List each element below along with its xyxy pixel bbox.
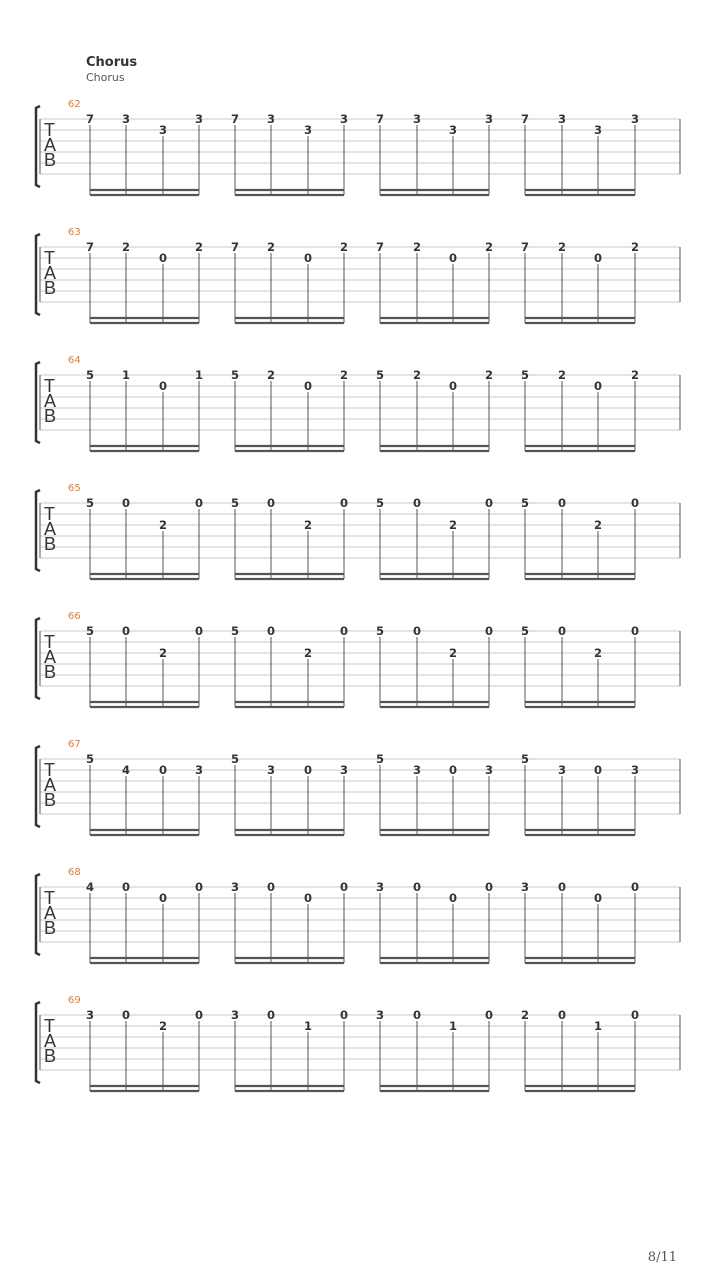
fret-number: 0 <box>412 880 422 894</box>
fret-number: 5 <box>230 496 240 510</box>
fret-number: 0 <box>412 1008 422 1022</box>
fret-number: 2 <box>121 240 131 254</box>
fret-number: 0 <box>158 891 168 905</box>
fret-number: 5 <box>520 752 530 766</box>
fret-number: 0 <box>266 496 276 510</box>
fret-number: 0 <box>266 1008 276 1022</box>
tab-letter: T <box>44 632 55 652</box>
fret-number: 3 <box>412 112 422 126</box>
fret-number: 0 <box>557 880 567 894</box>
fret-number: 2 <box>630 240 640 254</box>
tab-letter: A <box>44 519 57 539</box>
system-bracket <box>36 490 40 571</box>
fret-number: 5 <box>520 624 530 638</box>
fret-number: 3 <box>85 1008 95 1022</box>
fret-number: 7 <box>230 112 240 126</box>
fret-number: 0 <box>448 891 458 905</box>
fret-number: 0 <box>339 1008 349 1022</box>
tab-letter: B <box>44 278 57 298</box>
tab-letter: T <box>44 120 55 140</box>
tab-letter: A <box>44 903 57 923</box>
measure-number: 64 <box>68 355 81 366</box>
fret-number: 2 <box>412 240 422 254</box>
fret-number: 0 <box>484 496 494 510</box>
fret-number: 3 <box>266 112 276 126</box>
fret-number: 7 <box>520 240 530 254</box>
fret-number: 7 <box>230 240 240 254</box>
fret-number: 2 <box>448 646 458 660</box>
fret-number: 1 <box>121 368 131 382</box>
fret-number: 3 <box>375 1008 385 1022</box>
fret-number: 3 <box>448 123 458 137</box>
fret-number: 2 <box>593 646 603 660</box>
tab-letter: B <box>44 534 57 554</box>
fret-number: 0 <box>484 880 494 894</box>
tab-letter: T <box>44 248 55 268</box>
fret-number: 2 <box>484 368 494 382</box>
fret-number: 2 <box>266 240 276 254</box>
fret-number: 2 <box>412 368 422 382</box>
fret-number: 0 <box>448 763 458 777</box>
fret-number: 2 <box>158 646 168 660</box>
system-bracket <box>36 874 40 955</box>
fret-number: 0 <box>266 880 276 894</box>
fret-number: 3 <box>557 112 567 126</box>
fret-number: 0 <box>303 891 313 905</box>
system-bracket <box>36 234 40 315</box>
fret-number: 0 <box>303 379 313 393</box>
fret-number: 2 <box>557 368 567 382</box>
fret-number: 1 <box>593 1019 603 1033</box>
fret-number: 0 <box>557 496 567 510</box>
fret-number: 0 <box>194 496 204 510</box>
fret-number: 3 <box>230 880 240 894</box>
fret-number: 0 <box>339 624 349 638</box>
tab-letter: B <box>44 406 57 426</box>
tab-letter: B <box>44 150 57 170</box>
fret-number: 1 <box>194 368 204 382</box>
fret-number: 2 <box>557 240 567 254</box>
fret-number: 5 <box>375 752 385 766</box>
fret-number: 3 <box>339 763 349 777</box>
fret-number: 2 <box>339 240 349 254</box>
fret-number: 7 <box>85 240 95 254</box>
fret-number: 0 <box>593 379 603 393</box>
fret-number: 2 <box>593 518 603 532</box>
fret-number: 3 <box>194 112 204 126</box>
fret-number: 2 <box>339 368 349 382</box>
fret-number: 5 <box>375 368 385 382</box>
fret-number: 3 <box>593 123 603 137</box>
fret-number: 0 <box>158 379 168 393</box>
fret-number: 3 <box>412 763 422 777</box>
tab-letter: A <box>44 647 57 667</box>
fret-number: 0 <box>484 624 494 638</box>
fret-number: 0 <box>303 763 313 777</box>
fret-number: 0 <box>194 880 204 894</box>
measure-number: 69 <box>68 995 81 1006</box>
fret-number: 3 <box>230 1008 240 1022</box>
fret-number: 5 <box>520 368 530 382</box>
fret-number: 3 <box>484 763 494 777</box>
fret-number: 3 <box>484 112 494 126</box>
system-bracket <box>36 106 40 187</box>
tab-letter: A <box>44 391 57 411</box>
fret-number: 3 <box>303 123 313 137</box>
fret-number: 7 <box>85 112 95 126</box>
fret-number: 5 <box>375 496 385 510</box>
fret-number: 2 <box>158 1019 168 1033</box>
measure-number: 65 <box>68 483 81 494</box>
tab-letter: B <box>44 918 57 938</box>
tab-letter: A <box>44 263 57 283</box>
system-bracket <box>36 362 40 443</box>
fret-number: 4 <box>121 763 131 777</box>
fret-number: 7 <box>520 112 530 126</box>
fret-number: 0 <box>339 496 349 510</box>
fret-number: 7 <box>375 112 385 126</box>
tab-letter: A <box>44 775 57 795</box>
fret-number: 0 <box>121 880 131 894</box>
fret-number: 3 <box>266 763 276 777</box>
fret-number: 0 <box>630 624 640 638</box>
tab-letter: B <box>44 662 57 682</box>
system-bracket <box>36 746 40 827</box>
section-title: Chorus <box>86 55 138 70</box>
fret-number: 0 <box>121 496 131 510</box>
fret-number: 0 <box>557 624 567 638</box>
fret-number: 0 <box>121 1008 131 1022</box>
measure-number: 68 <box>68 867 81 878</box>
fret-number: 0 <box>412 496 422 510</box>
fret-number: 0 <box>194 1008 204 1022</box>
fret-number: 0 <box>630 496 640 510</box>
fret-number: 5 <box>85 496 95 510</box>
fret-number: 0 <box>593 251 603 265</box>
fret-number: 2 <box>158 518 168 532</box>
section-subtitle: Chorus <box>86 71 125 84</box>
fret-number: 0 <box>412 624 422 638</box>
fret-number: 5 <box>230 752 240 766</box>
fret-number: 0 <box>593 891 603 905</box>
fret-number: 3 <box>630 763 640 777</box>
fret-number: 2 <box>520 1008 530 1022</box>
tab-letter: B <box>44 1046 57 1066</box>
fret-number: 0 <box>158 251 168 265</box>
fret-number: 0 <box>630 1008 640 1022</box>
fret-number: 5 <box>85 752 95 766</box>
tab-letter: T <box>44 888 55 908</box>
fret-number: 1 <box>303 1019 313 1033</box>
fret-number: 3 <box>121 112 131 126</box>
fret-number: 0 <box>448 251 458 265</box>
fret-number: 2 <box>194 240 204 254</box>
fret-number: 2 <box>630 368 640 382</box>
tab-letter: B <box>44 790 57 810</box>
system-bracket <box>36 618 40 699</box>
fret-number: 0 <box>303 251 313 265</box>
fret-number: 5 <box>375 624 385 638</box>
tab-letter: T <box>44 760 55 780</box>
fret-number: 3 <box>194 763 204 777</box>
fret-number: 0 <box>194 624 204 638</box>
measure-number: 66 <box>68 611 81 622</box>
fret-number: 5 <box>85 368 95 382</box>
fret-number: 2 <box>303 646 313 660</box>
fret-number: 4 <box>85 880 95 894</box>
fret-number: 5 <box>520 496 530 510</box>
fret-number: 0 <box>448 379 458 393</box>
tab-letter: T <box>44 504 55 524</box>
fret-number: 7 <box>375 240 385 254</box>
fret-number: 3 <box>630 112 640 126</box>
fret-number: 5 <box>230 624 240 638</box>
fret-number: 5 <box>230 368 240 382</box>
fret-number: 3 <box>158 123 168 137</box>
fret-number: 3 <box>339 112 349 126</box>
measure-number: 67 <box>68 739 81 750</box>
measure-number: 63 <box>68 227 81 238</box>
fret-number: 5 <box>85 624 95 638</box>
fret-number: 3 <box>557 763 567 777</box>
fret-number: 3 <box>520 880 530 894</box>
fret-number: 0 <box>484 1008 494 1022</box>
measure-number: 62 <box>68 99 81 110</box>
fret-number: 2 <box>266 368 276 382</box>
fret-number: 0 <box>339 880 349 894</box>
fret-number: 0 <box>266 624 276 638</box>
tab-letter: A <box>44 1031 57 1051</box>
fret-number: 2 <box>484 240 494 254</box>
fret-number: 2 <box>448 518 458 532</box>
tab-letter: T <box>44 376 55 396</box>
fret-number: 2 <box>303 518 313 532</box>
fret-number: 3 <box>375 880 385 894</box>
fret-number: 1 <box>448 1019 458 1033</box>
page-number: 8/11 <box>647 1250 677 1265</box>
fret-number: 0 <box>158 763 168 777</box>
fret-number: 0 <box>630 880 640 894</box>
tab-letter: A <box>44 135 57 155</box>
fret-number: 0 <box>557 1008 567 1022</box>
fret-number: 0 <box>593 763 603 777</box>
tab-letter: T <box>44 1016 55 1036</box>
fret-number: 0 <box>121 624 131 638</box>
system-bracket <box>36 1002 40 1083</box>
